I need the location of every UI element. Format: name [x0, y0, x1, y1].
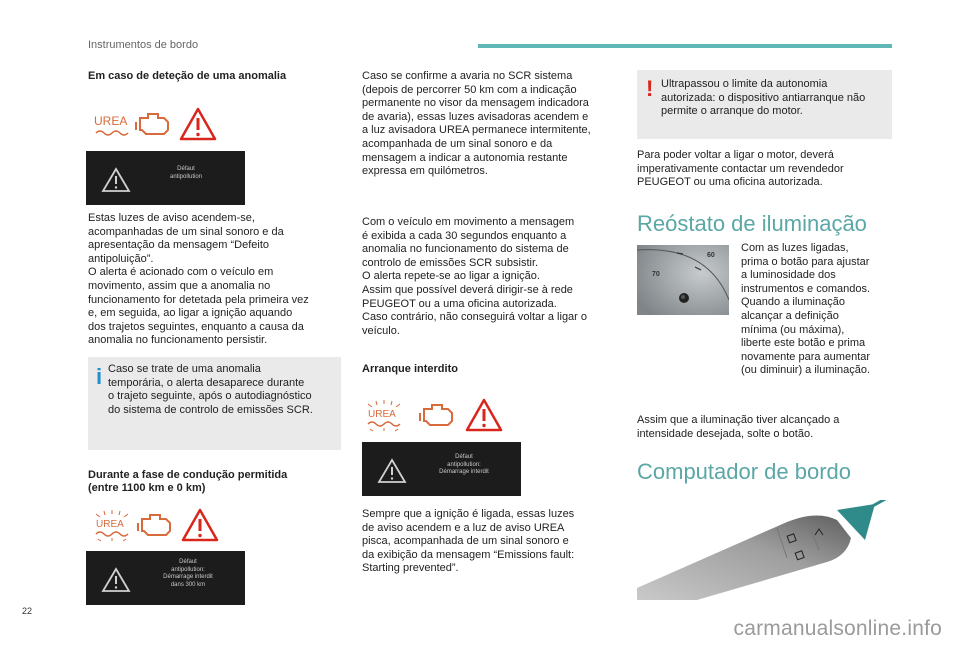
urea-icon: UREA — [92, 108, 130, 140]
panel-1-message: Défaut antipollution — [169, 166, 203, 180]
urea-blinking-icon: UREA — [364, 398, 404, 432]
scr-confirmed-description: Caso se confirme a avaria no SCR sistema (depois de percorrer 50 km com a indicação permanente no visor da mensagem indicadora de avaria), essas luzes avisadoras acendem e a luz avisadora UREA permanece intermitente, acompanhada de um sinal sonoro e da mensagem a indicar a autonomia restante expressa em quilómetros. — [362, 70, 591, 178]
dimmer-instructions: Com as luzes ligadas, prima o botão para ajustar a luminosidade dos instrumentos e comandos. Quando a iluminação alcançar a definição mínima (ou máxima), liberte este botão e prima novamente para aumentar (ou diminuir) a iluminação. — [741, 242, 871, 377]
panel-2-message: Défaut antipollution: Démarrage interdit dans 300 km — [163, 559, 213, 588]
warning-box-autonomy — [637, 70, 892, 139]
panel-warning-triangle-icon — [377, 458, 407, 484]
header-rule — [478, 44, 892, 48]
wiper-stalk-illustration — [637, 500, 893, 600]
warning-icons-row-3 — [364, 395, 504, 435]
restart-instructions: Para poder voltar a ligar o motor, deverá imperativamente contactar um revendedor PEUGEOT ou uma oficina autorizada. — [637, 149, 844, 189]
info-box-text: Caso se trate de uma anomalia temporária, o alerta desaparece durante o trajeto seguinte, após o autodiagnóstico do sistema de controlo de emissões SCR. — [108, 363, 313, 416]
section-title-trip-computer: Computador de bordo — [637, 459, 852, 484]
warning-icons-row-1 — [92, 104, 232, 144]
gauge-label-60: 60 — [707, 252, 715, 259]
warning-triangle-icon — [180, 507, 220, 543]
dashboard-message-panel-2 — [86, 551, 245, 605]
dashboard-message-panel-1 — [86, 151, 245, 205]
start-prohibited-heading: Arranque interdito — [362, 363, 458, 375]
info-box-temporary-fault — [88, 357, 341, 450]
dimmer-release-instructions: Assim que a iluminação tiver alcançado a intensidade desejada, solte o botão. — [637, 414, 840, 440]
gauge-label-70: 70 — [652, 271, 660, 278]
ignition-description: Sempre que a ignição é ligada, essas luzes de aviso acendem e a luz de aviso UREA pisca, acompanhada de um sinal sonoro e da exibição da mensagem “Emissions fault: Starting prevented”. — [362, 508, 575, 575]
info-icon: i — [96, 364, 103, 389]
urea-blinking-icon: UREA — [92, 508, 132, 542]
section-title-lighting-dimmer: Reóstato de iluminação — [637, 211, 867, 236]
panel-3-message: Défaut antipollution: Démarrage interdit — [439, 454, 489, 475]
instrument-gauge-illustration — [637, 245, 729, 315]
dashboard-message-panel-3 — [362, 442, 521, 496]
panel-warning-triangle-icon — [101, 167, 131, 193]
anomaly-description: Estas luzes de aviso acendem-se, acompanhadas de um sinal sonoro e da apresentação da mensagem “Defeito antipoluição”. O alerta é acionado com o veículo em movimento, assim que a anomalia no funcionamento for detetada pela primeira vez e, em seguida, ao ligar a ignição aquando dos trajetos seguintes, enquanto a causa da anomalia no funcionamento persistir. — [88, 212, 309, 347]
engine-icon — [418, 399, 458, 431]
page-header-title: Instrumentos de bordo — [88, 39, 199, 51]
warning-icons-row-2 — [92, 505, 232, 545]
warning-box-text: Ultrapassou o limite da autonomia autorizada: o dispositivo antiarranque não permite o arranque do motor. — [661, 78, 866, 118]
engine-icon — [136, 509, 176, 541]
panel-warning-triangle-icon — [101, 567, 131, 593]
warning-triangle-icon — [464, 397, 504, 433]
engine-icon — [134, 108, 174, 140]
driving-phase-heading: Durante a fase de condução permitida (entre 1100 km e 0 km) — [88, 469, 288, 494]
warning-triangle-icon — [178, 106, 218, 142]
moving-vehicle-description: Com o veículo em movimento a mensagem é exibida a cada 30 segundos enquanto a anomalia no funcionamento do sistema de controlo de emissões SCR subsistir. O alerta repete-se ao ligar a ignição. Assim que possível deverá dirigir-se à rede PEUGEOT ou a uma oficina autorizada. Caso contrário, não conseguirá voltar a ligar o veículo. — [362, 216, 588, 337]
page-number: 22 — [22, 606, 33, 616]
watermark: carmanualsonline.info — [733, 617, 942, 640]
anomaly-heading: Em caso de deteção de uma anomalia — [88, 70, 287, 82]
warning-exclamation-icon: ! — [646, 76, 654, 101]
